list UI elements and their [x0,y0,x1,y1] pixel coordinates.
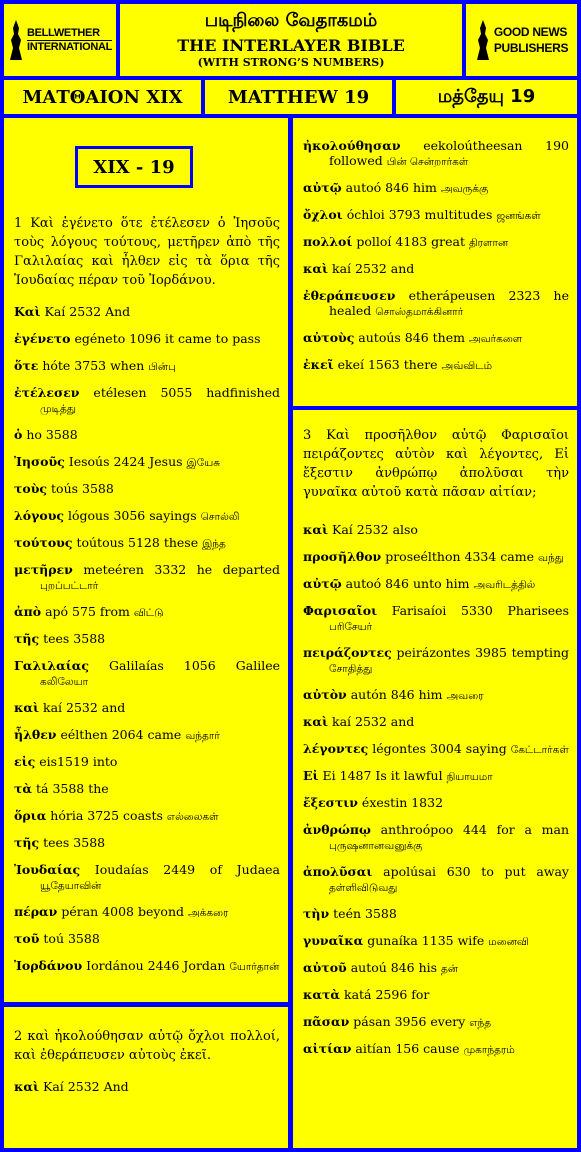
tamil-gloss: பரிசேயர் [329,621,373,633]
greek-word: αὐτοῦ [303,960,347,975]
right-logo-line2: PUBLISHERS [493,41,569,55]
translit-strongs-gloss: tees 3588 [39,835,106,850]
translit-strongs-gloss: anthroópoo 444 for a man [370,822,569,837]
greek-word: τοῦ [14,931,40,946]
translit-strongs-gloss: egéneto 1096 it came to pass [70,331,261,346]
greek-word: τῆς [14,835,40,850]
word-entry [303,288,569,320]
subtitle: (WITH STRONG’S NUMBERS) [197,56,385,69]
verse3-text: 3 Καὶ προσῆλθον αὐτῷ Φαρισαῖοι πειράζοντες αὐτὸν καὶ λέγοντες, Εἰ ἔξεστιν ἀνθρώπῳ ἀπολῦσαι τὴν γυναῖκα αὐτοῦ κατὰ πᾶσαν αἰτίαν; [303,428,569,500]
left-logo-panel [4,4,116,76]
word-entry [14,1079,280,1096]
greek-word: Φαρισαῖοι [303,603,378,618]
word-entry [14,304,280,321]
greek-word: ὅρια [14,808,47,823]
translit-strongs-gloss: proseélthon 4334 came [381,549,538,564]
word-entry [14,862,280,894]
word-entry [303,549,569,566]
translit-strongs-gloss: kaí 2532 and [39,700,126,715]
title-english: THE INTERLAYER BIBLE [177,36,405,55]
greek-word: Καὶ [14,304,41,319]
translit-strongs-gloss: autoó 846 him [341,180,441,195]
word-entry [14,427,280,444]
word-entry [303,795,569,812]
tamil-gloss: கேட்டார்கள் [510,744,569,756]
verse2-continued-word-list [303,138,569,384]
translit-strongs-gloss: ho 3588 [22,427,78,442]
greek-word: πειράζοντες [303,645,392,660]
translit-strongs-gloss: polloí 4183 great [352,234,470,249]
greek-word: ἦλθεν [14,727,57,742]
verse3-word-list [303,522,569,1058]
word-entry [14,358,280,375]
greek-word: Γαλιλαίας [14,658,89,673]
translit-strongs-gloss: apolúsai 630 to put away [372,864,569,879]
word-entry [14,331,280,348]
greek-word: αὐτὸν [303,687,347,702]
word-entry [303,987,569,1004]
tamil-gloss: புருஷனானவனுக்கு [329,840,423,852]
good-news-logo-icon [475,18,491,62]
word-entry [303,1014,569,1031]
greek-word: εἰς [14,754,36,769]
greek-word: γυναῖκα [303,933,364,948]
greek-word: αὐτῷ [303,576,342,591]
tamil-gloss: ஜனங்கள் [496,210,541,222]
chapter-label-text: XIX - 19 [93,156,175,178]
left-logo-line1: BELLWETHER [27,27,112,41]
greek-word: ἠκολούθησαν [303,138,401,153]
translit-strongs-gloss: Ei 1487 Is it lawful [318,768,447,783]
greek-word: μετῆρεν [14,562,73,577]
word-entry [303,180,569,197]
word-entry [14,835,280,852]
translit-strongs-gloss: autoó 846 unto him [341,576,474,591]
tamil-gloss: இந்த [202,538,226,550]
word-entry [14,904,280,921]
tamil-gloss: சொஸ்தமாக்கினார் [375,306,464,318]
translit-strongs-gloss: óchloi 3793 multitudes [342,207,497,222]
tamil-gloss: மனைவி [488,936,529,948]
tamil-gloss: யோர்தான் [229,961,280,973]
word-entry [14,481,280,498]
tamil-gloss: சோதித்து [329,663,373,675]
word-entry [303,906,569,923]
greek-word: τούτους [14,535,73,550]
word-entry [14,958,280,975]
word-entry [303,768,569,785]
right-logo-panel [466,4,577,76]
word-entry [14,385,280,417]
right-logo-line1: GOOD NEWS [493,25,568,39]
translit-strongs-gloss: tá 3588 the [32,781,109,796]
translit-strongs-gloss: légontes 3004 saying [368,741,511,756]
header-title-panel [120,4,462,76]
greek-word: ἐκεῖ [303,357,334,372]
translit-strongs-gloss: teén 3588 [329,906,397,921]
word-entry [14,508,280,525]
tamil-gloss: வந்தார் [185,730,220,742]
translit-strongs-gloss: kaí 2532 and [328,714,415,729]
translit-strongs-gloss: peirázontes 3985 tempting [391,645,569,660]
translit-strongs-gloss: meteéren 3332 he departed [72,562,280,577]
translit-strongs-gloss: kaí 2532 and [328,261,415,276]
translit-strongs-gloss: pásan 3956 every [349,1014,470,1029]
greek-word: ἀνθρώπῳ [303,822,371,837]
greek-word: αἰτίαν [303,1041,352,1056]
greek-word: καὶ [303,522,329,537]
word-entry [14,808,280,825]
translit-strongs-gloss: gunaíka 1135 wife [363,933,489,948]
word-entry [14,931,280,948]
greek-word: τὰ [14,781,33,796]
translit-strongs-gloss: Kaí 2532 And [40,304,131,319]
translit-strongs-gloss: Iesoús 2424 Jesus [64,454,187,469]
tamil-gloss: அவரிடத்தில் [473,579,536,591]
bellwether-logo-icon [8,18,24,62]
word-entry [303,933,569,950]
greek-word: καὶ [14,700,40,715]
greek-word: ὅτε [14,358,39,373]
greek-word: πᾶσαν [303,1014,350,1029]
greek-word: προσῆλθον [303,549,382,564]
translit-strongs-gloss: toú 3588 [39,931,100,946]
greek-word: Ἰουδαίας [14,862,81,877]
verse2-word-list [14,1079,280,1096]
word-entry [303,261,569,278]
translit-strongs-gloss: ekeí 1563 there [333,357,442,372]
word-entry [303,864,569,896]
greek-word: ἐγένετο [14,331,71,346]
word-entry [303,960,569,977]
title-tamil: படிநிலை வேதாகமம் [204,10,378,31]
word-entry [14,754,280,771]
greek-word: αὐτοὺς [303,330,355,345]
word-entry [14,631,280,648]
word-entry [303,138,569,170]
tamil-gloss: எந்த [469,1017,492,1029]
verse2-continued-panel [293,118,577,406]
translit-strongs-gloss: katá 2596 for [340,987,430,1002]
translit-strongs-gloss: apó 575 from [41,604,134,619]
greek-word: καὶ [14,1079,40,1094]
verse2-panel [4,1007,288,1148]
tamil-gloss: அவர்களை [468,333,523,345]
greek-word: ἐτέλεσεν [14,385,80,400]
greek-word: Ἰησοῦς [14,454,65,469]
greek-word: λέγοντες [303,741,369,756]
verse1-text: 1 Καὶ ἐγένετο ὅτε ἐτέλεσεν ὁ Ἰησοῦς τοὺς λόγους τούτους, μετῆρεν ἀπὸ τῆς Γαλιλαίας καὶ ἦλθεν εἰς τὰ ὅρια τῆς Ἰουδαίας πέραν τοῦ Ἰορδάνου. [14,216,280,288]
greek-word: λόγους [14,508,64,523]
word-entry [303,234,569,251]
greek-word: ὄχλοι [303,207,343,222]
tamil-gloss: அவ்விடம் [441,360,493,372]
tamil-gloss: அக்கரை [187,907,229,919]
left-logo-line2: INTERNATIONAL [26,40,113,53]
translit-strongs-gloss: toútous 5128 these [72,535,203,550]
translit-strongs-gloss: Iordánou 2446 Jordan [82,958,230,973]
greek-word: ἐθεράπευσεν [303,288,396,303]
greek-word: τὴν [303,906,330,921]
book-tamil-label: மத்தேயு 19 [437,85,536,107]
chapter-label [75,146,193,188]
translit-strongs-gloss: péran 4008 beyond [57,904,188,919]
greek-word: αὐτῷ [303,180,342,195]
word-entry [14,781,280,798]
word-entry [14,454,280,471]
greek-word: τοὺς [14,481,48,496]
greek-word: ἀπὸ [14,604,42,619]
translit-strongs-gloss: Galilaías 1056 Galilee [88,658,280,673]
tamil-gloss: இயேசு [186,457,221,469]
translit-strongs-gloss: eis1519 into [35,754,118,769]
tamil-gloss: புறப்பட்டார் [40,580,99,592]
translit-strongs-gloss: aitían 156 cause [351,1041,464,1056]
translit-strongs-gloss: Ioudaías 2449 of Judaea [80,862,280,877]
word-entry [303,645,569,677]
word-entry [14,604,280,621]
tamil-gloss: தள்ளிவிடுவது [329,882,398,894]
translit-strongs-gloss: autoú 846 his [346,960,442,975]
greek-word: Ἰορδάνου [14,958,83,973]
greek-word: καὶ [303,714,329,729]
translit-strongs-gloss: Kaí 2532 And [39,1079,129,1094]
tamil-gloss: கலிலேயா [40,676,89,688]
word-entry [303,576,569,593]
book-english-label: MATTHEW 19 [227,86,370,108]
tamil-gloss: வந்து [538,552,564,564]
translit-strongs-gloss: éxestin 1832 [357,795,444,810]
book-tamil [396,80,577,114]
word-entry [14,727,280,744]
tamil-gloss: சொல்லி [200,511,240,523]
translit-strongs-gloss: toús 3588 [47,481,114,496]
greek-word: ὁ [14,427,23,442]
translit-strongs-gloss: eekoloútheesan 190 followed [329,138,569,168]
word-entry [303,522,569,539]
book-greek-label: ΜΑΤΘΑΙΟΝ XIX [22,86,183,108]
book-english [205,80,392,114]
verse2-text: 2 καὶ ἠκολούθησαν αὐτῷ ὄχλοι πολλοί, καὶ ἐθεράπευσεν αὐτοὺς ἐκεῖ. [14,1029,280,1063]
word-entry [303,603,569,635]
translit-strongs-gloss: Kaí 2532 also [328,522,418,537]
word-entry [303,714,569,731]
tamil-gloss: பின்பு [148,361,176,373]
tamil-gloss: பின் சென்றார்கள் [386,156,469,168]
greek-word: καὶ [303,261,329,276]
verse3-panel [293,410,577,1148]
translit-strongs-gloss: eélthen 2064 came [56,727,186,742]
translit-strongs-gloss: Farisaíoi 5330 Pharisees [377,603,569,618]
tamil-gloss: முகாந்தரம் [463,1044,515,1056]
word-entry [303,687,569,704]
translit-strongs-gloss: autón 846 him [346,687,447,702]
verse1-panel [4,118,288,1002]
tamil-gloss: அவருக்கு [440,183,489,195]
word-entry [14,658,280,690]
translit-strongs-gloss: etherápeusen 2323 he healed [329,288,569,318]
tamil-gloss: திரளான [469,237,509,249]
greek-word: πολλοί [303,234,353,249]
greek-word: ἀπολῦσαι [303,864,373,879]
word-entry [303,822,569,854]
greek-word: Εἰ [303,768,319,783]
word-entry [303,357,569,374]
greek-word: πέραν [14,904,58,919]
greek-word: ἔξεστιν [303,795,358,810]
word-entry [303,1041,569,1058]
translit-strongs-gloss: lógous 3056 sayings [63,508,201,523]
tamil-gloss: எல்லைகள் [166,811,219,823]
translit-strongs-gloss: autoús 846 them [354,330,469,345]
tamil-gloss: நியாயமா [446,771,493,783]
greek-word: τῆς [14,631,40,646]
word-entry [14,700,280,717]
translit-strongs-gloss: hóte 3753 when [38,358,149,373]
word-entry [303,207,569,224]
tamil-gloss: அவரை [446,690,484,702]
translit-strongs-gloss: hória 3725 coasts [46,808,167,823]
word-entry [303,741,569,758]
verse1-word-list [14,304,280,975]
tamil-gloss: விட்டு [133,607,164,619]
word-entry [14,562,280,594]
translit-strongs-gloss: tees 3588 [39,631,106,646]
translit-strongs-gloss: etélesen 5055 hadfinished [79,385,280,400]
word-entry [14,535,280,552]
greek-word: κατὰ [303,987,341,1002]
tamil-gloss: தன் [441,963,459,975]
word-entry [303,330,569,347]
tamil-gloss: முடித்து [40,403,76,415]
tamil-gloss: யூதேயாவின் [40,880,102,892]
book-greek [4,80,201,114]
